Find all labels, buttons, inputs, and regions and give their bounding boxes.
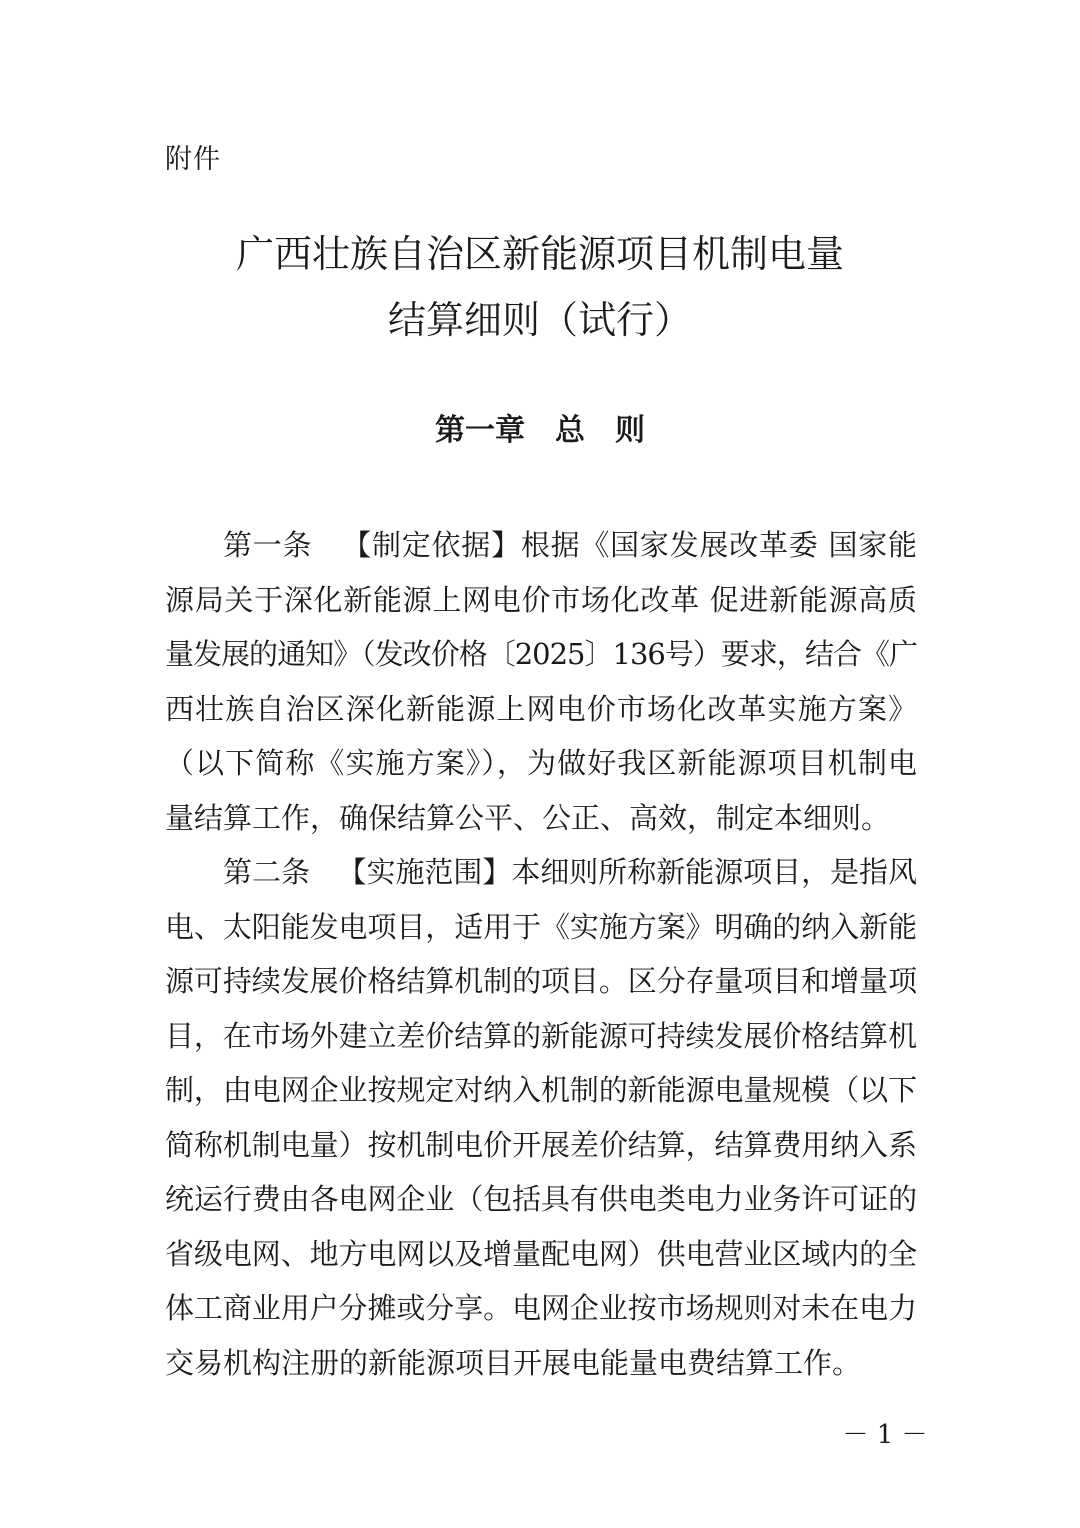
article-2-line-1 [165,845,917,900]
page-number: － 1 － [842,1420,928,1450]
article-2-line-6: 简称机制电量）按机制电价开展差价结算，结算费用纳入系 [165,1127,917,1162]
article-2-line-4: 目，在市场外建立差价结算的新能源可持续发展价格结算机 [165,1018,917,1053]
article-1-line-6: 量结算工作，确保结算公平、公正、高效，制定本细则。 [165,800,891,835]
article-1 [165,518,917,845]
article-2-line-2: 电、太阳能发电项目，适用于《实施方案》明确的纳入新能 [165,909,917,944]
article-number: 第二条 [223,855,310,889]
document-body [165,518,917,1390]
article-2-line-10: 交易机构注册的新能源项目开展电能量电费结算工作。 [165,1345,862,1380]
article-2-line-8: 省级电网、地方电网以及增量配电网）供电营业区域内的全 [165,1236,917,1271]
article-1-line-1 [165,518,917,573]
article-1-line-2: 源局关于深化新能源上网电价市场化改革 促进新能源高质 [165,582,917,617]
article-2 [165,845,917,1390]
document-title-line-2: 结算细则（试行） [387,298,692,342]
chapter-heading: 第一章 总 则 [435,413,645,448]
attachment-label: 附件 [165,144,221,175]
article-heading: 【制定依据】 [342,528,521,562]
article-number: 第一条 [223,528,313,562]
document-title-line-1: 广西壮族自治区新能源项目机制电量 [235,232,844,276]
article-2-line-7: 统运行费由各电网企业（包括具有供电类电力业务许可证的 [165,1182,917,1216]
article-text: 根据《国家发展改革委 国家能 [520,528,917,562]
article-2-line-3: 源可持续发展价格结算机制的项目。区分存量项目和增量项 [165,964,917,998]
article-text: 本细则所称新能源项目，是指风 [511,855,917,889]
article-2-line-5: 制，由电网企业按规定对纳入机制的新能源电量规模（以下 [165,1073,917,1107]
article-heading: 【实施范围】 [337,855,512,889]
article-2-line-9: 体工商业用户分摊或分享。电网企业按市场规则对未在电力 [165,1291,917,1325]
article-1-line-3: 量发展的通知》（发改价格〔2025〕136号）要求，结合《广 [165,637,917,671]
article-1-line-4: 西壮族自治区深化新能源上网电价市场化改革实施方案》 [165,691,917,726]
article-1-line-5: （以下简称《实施方案》），为做好我区新能源项目机制电 [165,746,917,780]
